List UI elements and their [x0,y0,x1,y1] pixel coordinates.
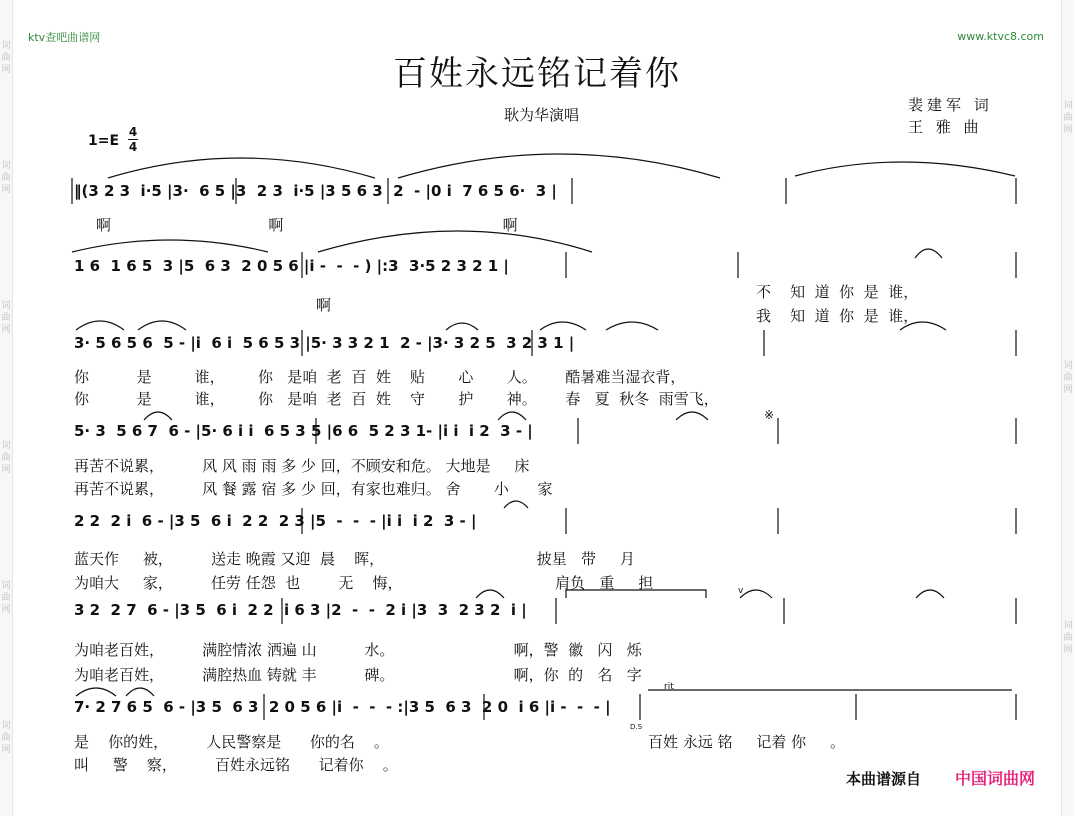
meter-top: 4 [128,125,138,139]
watermark-char: 网 [1,745,11,755]
notation-text: 3· 5 6 5 6 5 - |i 6 i 5 6 5 3 |5· 3 3 2 1 2 - |3· 3 2 5 3 2 3 1 | [74,334,575,352]
lyric-text: 我 知 道 你 是 谁， [756,307,919,325]
watermark-char: 网 [1,605,11,615]
tie-slur [76,321,124,330]
ds-mark: D.S [630,723,643,731]
tie-slur [606,322,658,330]
lyric-text: 你 是 谁， 你 是咱 老 百 姓 贴 心 人。 酷暑难当湿衣背， [74,368,686,386]
header-site-right[interactable]: www.ktvc8.com [957,30,1044,43]
watermark-char: 词 [1063,361,1073,371]
watermark-char: 曲 [1,593,11,603]
lyric-text: 啊 啊 啊 [96,216,518,234]
phrase-slur [398,154,720,178]
lyricist-credit: 裴建军 词 [908,96,993,114]
watermark-char: 曲 [1,53,11,63]
tie-slur [740,590,772,598]
watermark-char: 词 [1063,621,1073,631]
tie-slur [126,688,154,696]
source-label: 本曲谱源自 [846,770,922,788]
right-watermark-column [1062,0,1074,816]
rit-mark: rit [664,682,674,692]
phrase-slur [795,162,1015,176]
watermark-char: 曲 [1,733,11,743]
lyric-text: 再苦不说累， 风 餐 露 宿 多 少 回，有家也难归。 舍 小 家 [74,480,553,498]
notation-text: 2 2 2 i 6 - |3 5 6 i 2 2 2 3 |5 - - - |i i i 2 3 - | [74,512,477,530]
watermark-char: 词 [1,581,11,591]
composer-credit: 王 雅 曲 [908,118,983,136]
notation-text: 5· 3 5 6 7 6 - |5· 6 i i 6 5 3 5 |6 6 5 2 3 1- |i i i 2 3 - | [74,422,533,440]
source-site-link[interactable]: 中国词曲网 [955,769,1036,788]
meter-bottom: 4 [128,140,138,154]
watermark-char: 词 [1,721,11,731]
watermark-char: 曲 [1,453,11,463]
lyric-text: 百姓 永远 铭 记着 你 。 [648,733,845,751]
lyric-text: 为咱大 家， 任劳 任怨 也 无 悔， 肩负 重 担 [74,574,654,592]
time-signature [128,126,138,153]
notation-text: 3 2 2 7 6 - |3 5 6 i 2 2 i 6 3 |2 - - 2 i |3 3 2 3 2 i | [74,601,527,619]
header-site-left[interactable]: ktv查吧曲谱网 [28,31,101,44]
phrase-slur [108,158,375,178]
lyric-text: 是 你的姓， 人民警察是 你的名 。 [74,733,389,751]
lyric-text: 你 是 谁， 你 是咱 老 百 姓 守 护 神。 春 夏 秋冬 雨雪飞， [74,390,719,408]
tie-slur [916,590,944,598]
notation-text: 1 6 1 6 5 3 |5 6 3 2 0 5 6 |i - - - ) |:3 3·5 2 3 2 1 | [74,257,509,275]
watermark-char: 曲 [1063,373,1073,383]
watermark-char: 词 [1063,101,1073,111]
tie-slur [676,412,708,420]
left-margin-strip [0,0,13,816]
notation-text: ‖(3 2 3 i·5 |3· 6 5 |3 2 3 i·5 |3 5 6 3 2 - |0 i 7 6 5 6· 3 | [74,182,557,200]
watermark-char: 曲 [1,173,11,183]
tie-slur [446,323,478,330]
watermark-char: 曲 [1063,113,1073,123]
phrase-slur [72,240,268,252]
tie-slur [144,412,172,420]
key-signature: 1=E [88,133,120,149]
watermark-char: 词 [1,301,11,311]
watermark-char: 词 [1,161,11,171]
tie-slur [540,322,586,330]
watermark-char: 曲 [1063,633,1073,643]
tie-slur [504,501,528,508]
watermark-char: 网 [1,185,11,195]
tie-slur [498,412,526,420]
tie-slur [138,321,186,330]
watermark-char: 词 [1,41,11,51]
lyric-text: 啊 [316,296,332,314]
watermark-char: 网 [1063,385,1073,395]
lyric-text: 叫 警 察， 百姓永远铭 记着你 。 [74,756,398,774]
watermark-char: 网 [1063,645,1073,655]
watermark-char: 网 [1063,125,1073,135]
tie-slur [76,688,116,696]
song-title: 百姓永远铭记着你 [393,54,681,94]
lyric-text: 蓝天作 被， 送走 晚霞 又迎 晨 晖， 披星 带 月 [74,550,635,568]
watermark-char: 网 [1,465,11,475]
lyric-text: 为咱老百姓， 满腔情浓 洒遍 山 水。 啊，警 徽 闪 烁 [74,641,642,659]
singer-credit: 耿为华演唱 [504,106,580,124]
tie-slur [915,249,942,258]
watermark-char: 网 [1,65,11,75]
lyric-text: 再苦不说累， 风 风 雨 雨 多 少 回，不顾安和危。 大地是 床 [74,457,530,475]
notation-text: 7· 2 7 6 5 6 - |3 5 6 3 2 0 5 6 |i - - - :|3 5 6 3 2 0 i 6 |i - - - | [74,698,611,716]
lyric-text: 为咱老百姓， 满腔热血 铸就 丰 碑。 啊，你 的 名 字 [74,666,642,684]
segno-mark: ※ [764,408,775,422]
lyric-text: 不 知 道 你 是 谁， [756,283,919,301]
watermark-char: 曲 [1,313,11,323]
watermark-char: 词 [1,441,11,451]
breath-mark: v [738,586,744,596]
watermark-char: 网 [1,325,11,335]
